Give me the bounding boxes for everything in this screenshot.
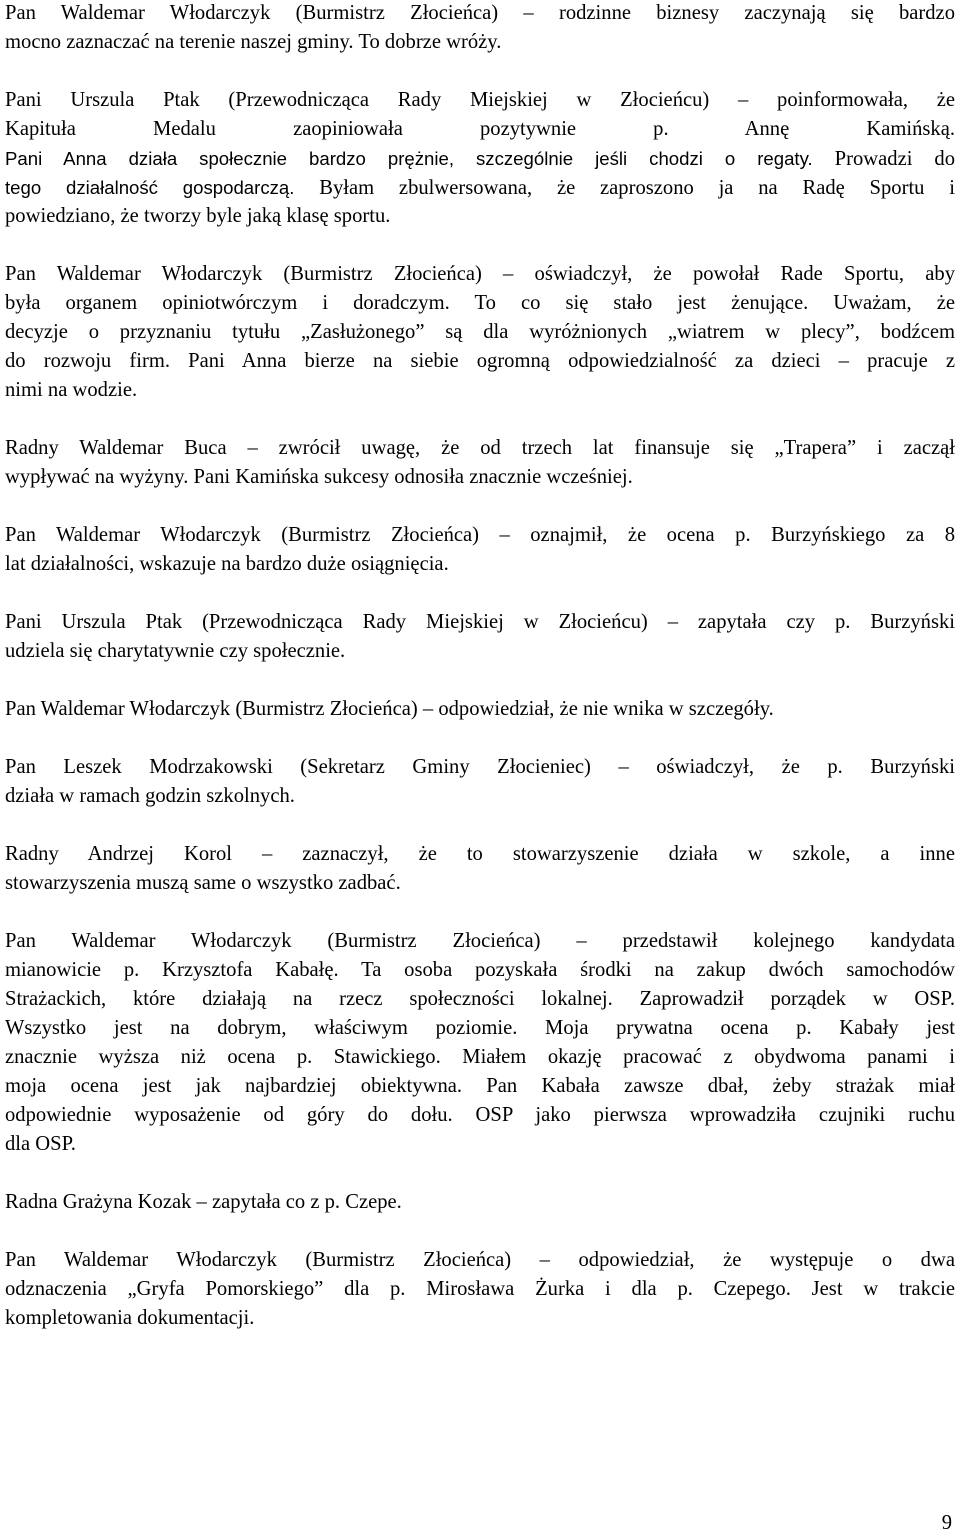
paragraph bbox=[5, 86, 955, 231]
text-segment: Pan Leszek Modrzakowski (Sekretarz Gminy Złocieniec) – oświadczył, że p. Burzyński bbox=[5, 756, 955, 778]
text-segment: mianowicie p. Krzysztofa Kabałę. Ta osoba pozyskała środki na zakup dwóch samochodów bbox=[5, 959, 955, 981]
text-line bbox=[5, 376, 955, 405]
text-line bbox=[5, 637, 955, 666]
text-segment: Pani Urszula Ptak (Przewodnicząca Rady Miejskiej w Złocieńcu) – zapytała czy p. Burzyński bbox=[5, 611, 955, 633]
text-segment: decyzje o przyznaniu tytułu „Zasłużonego” są dla wyróżnionych „wiatrem w plecy”, bodźcem bbox=[5, 321, 955, 343]
text-line bbox=[5, 753, 955, 782]
text-line bbox=[5, 0, 955, 28]
paragraph bbox=[5, 1246, 955, 1333]
text-line bbox=[5, 86, 955, 115]
text-line bbox=[5, 927, 955, 956]
text-segment: lat działalności, wskazuje na bardzo duże osiągnięcia. bbox=[5, 553, 449, 575]
text-line bbox=[5, 1246, 955, 1275]
text-segment: Pan Waldemar Włodarczyk (Burmistrz Złocieńca) – przedstawił kolejnego kandydata bbox=[5, 930, 955, 952]
text-segment: dla OSP. bbox=[5, 1133, 76, 1155]
text-line bbox=[5, 463, 955, 492]
text-line bbox=[5, 869, 955, 898]
text-segment: stowarzyszenia muszą same o wszystko zadbać. bbox=[5, 872, 401, 894]
text-segment: tego działalność gospodarczą. bbox=[5, 177, 295, 198]
text-segment: Pan Waldemar Włodarczyk (Burmistrz Złocieńca) – oświadczył, że powołał Rade Sportu, aby bbox=[5, 263, 955, 285]
text-segment: Kapituła Medalu zaopiniowała pozytywnie p. Annę Kamińską. bbox=[5, 118, 955, 140]
text-segment: Strażackich, które działają na rzecz społeczności lokalnej. Zaprowadził porządek w OSP. bbox=[5, 988, 955, 1010]
text-segment: udziela się charytatywnie czy społecznie. bbox=[5, 640, 346, 662]
text-line bbox=[5, 550, 955, 579]
text-segment: Pani Anna działa społecznie bardzo prężnie, szczególnie jeśli chodzi o regaty. bbox=[5, 148, 813, 169]
text-line bbox=[5, 144, 955, 173]
text-segment: Radna Grażyna Kozak – zapytała co z p. Czepe. bbox=[5, 1191, 402, 1213]
text-segment: znacznie wyższa niż ocena p. Stawickiego. Miałem okazję pracować z obydwoma panami i bbox=[5, 1046, 955, 1068]
paragraph bbox=[5, 753, 955, 811]
text-line bbox=[5, 260, 955, 289]
text-line bbox=[5, 28, 955, 57]
text-segment: działa w ramach godzin szkolnych. bbox=[5, 785, 295, 807]
text-segment: powiedziano, że tworzy byle jaką klasę sportu. bbox=[5, 205, 391, 227]
text-line bbox=[5, 1072, 955, 1101]
text-segment: odpowiednie wyposażenie od góry do dołu. OSP jako pierwsza wprowadziła czujniki ruchu bbox=[5, 1104, 955, 1126]
text-segment: nimi na wodzie. bbox=[5, 379, 138, 401]
text-line bbox=[5, 521, 955, 550]
text-line bbox=[5, 840, 955, 869]
text-line bbox=[5, 1014, 955, 1043]
text-line bbox=[5, 1275, 955, 1304]
text-line bbox=[5, 318, 955, 347]
text-segment: Radny Waldemar Buca – zwrócił uwagę, że od trzech lat finansuje się „Trapera” i zaczął bbox=[5, 437, 955, 459]
paragraph bbox=[5, 608, 955, 666]
page-number: 9 bbox=[941, 1512, 952, 1534]
text-line bbox=[5, 115, 955, 144]
text-segment: Byłam zbulwersowana, że zaproszono ja na Radę Sportu i bbox=[294, 177, 955, 199]
text-segment: była organem opiniotwórczym i doradczym. To co się stało jest żenujące. Uważam, że bbox=[5, 292, 955, 314]
text-segment: odznaczenia „Gryfa Pomorskiego” dla p. Mirosława Żurka i dla p. Czepego. Jest w trakcie bbox=[5, 1278, 955, 1300]
text-segment: Prowadzi do bbox=[812, 148, 955, 170]
text-segment: kompletowania dokumentacji. bbox=[5, 1307, 255, 1329]
document-body bbox=[5, 0, 955, 1362]
text-segment: Wszystko jest na dobrym, właściwym poziomie. Moja prywatna ocena p. Kabały jest bbox=[5, 1017, 955, 1039]
text-line bbox=[5, 1101, 955, 1130]
text-segment: wypływać na wyżyny. Pani Kamińska sukcesy odnosiła znacznie wcześniej. bbox=[5, 466, 633, 488]
paragraph bbox=[5, 260, 955, 405]
text-line bbox=[5, 434, 955, 463]
text-segment: mocno zaznaczać na terenie naszej gminy. To dobrze wróży. bbox=[5, 31, 502, 53]
text-line bbox=[5, 1130, 955, 1159]
paragraph bbox=[5, 434, 955, 492]
text-segment: Pan Waldemar Włodarczyk (Burmistrz Złocieńca) – odpowiedział, że występuje o dwa bbox=[5, 1249, 955, 1271]
text-line bbox=[5, 1304, 955, 1333]
paragraph bbox=[5, 0, 955, 57]
paragraph bbox=[5, 840, 955, 898]
text-segment: Pan Waldemar Włodarczyk (Burmistrz Złocieńca) – rodzinne biznesy zaczynają się bardzo bbox=[5, 2, 955, 24]
text-segment: Radny Andrzej Korol – zaznaczył, że to stowarzyszenie działa w szkole, a inne bbox=[5, 843, 955, 865]
text-line bbox=[5, 347, 955, 376]
text-line bbox=[5, 202, 955, 231]
text-line bbox=[5, 695, 955, 724]
text-segment: Pani Urszula Ptak (Przewodnicząca Rady Miejskiej w Złocieńcu) – poinformowała, że bbox=[5, 89, 955, 111]
text-line bbox=[5, 289, 955, 318]
text-line bbox=[5, 956, 955, 985]
text-line bbox=[5, 173, 955, 202]
paragraph bbox=[5, 521, 955, 579]
text-line bbox=[5, 782, 955, 811]
paragraph bbox=[5, 695, 955, 724]
text-line bbox=[5, 1043, 955, 1072]
paragraph bbox=[5, 1188, 955, 1217]
text-segment: do rozwoju firm. Pani Anna bierze na siebie ogromną odpowiedzialność za dzieci – pracuje z bbox=[5, 350, 955, 372]
paragraph bbox=[5, 927, 955, 1159]
text-line bbox=[5, 985, 955, 1014]
text-segment: Pan Waldemar Włodarczyk (Burmistrz Złocieńca) – oznajmił, że ocena p. Burzyńskiego za 8 bbox=[5, 524, 955, 546]
text-segment: Pan Waldemar Włodarczyk (Burmistrz Złocieńca) – odpowiedział, że nie wnika w szczegóły. bbox=[5, 698, 774, 720]
text-segment: moja ocena jest jak najbardziej obiektywna. Pan Kabała zawsze dbał, żeby strażak miał bbox=[5, 1075, 955, 1097]
text-line bbox=[5, 1188, 955, 1217]
text-line bbox=[5, 608, 955, 637]
